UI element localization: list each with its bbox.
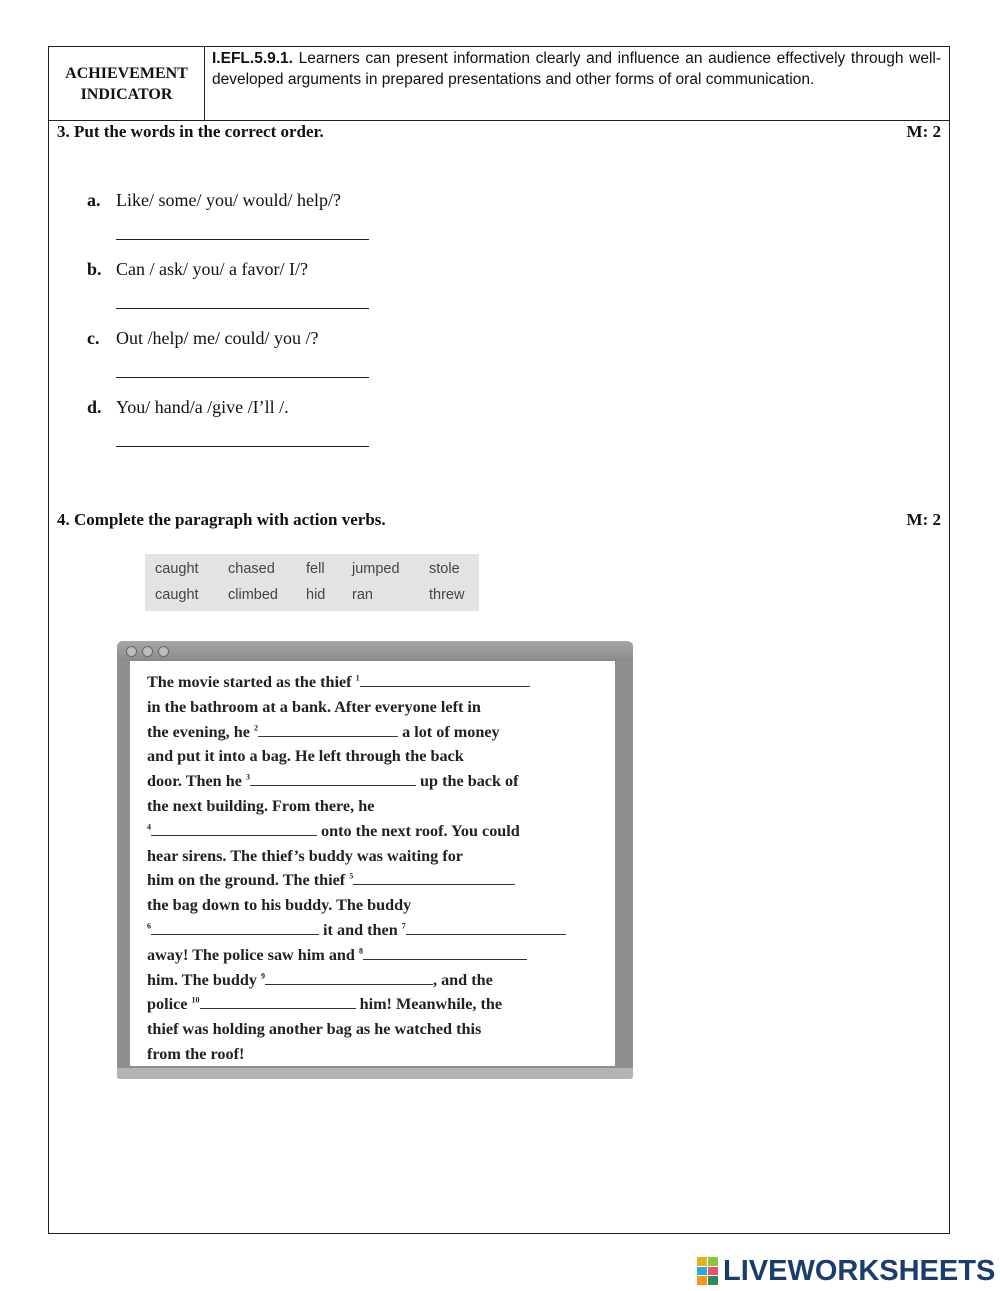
section-3-mark: M: 2 (906, 122, 941, 141)
indicator-code: I.EFL.5.9.1. (212, 50, 293, 67)
logo-cell (708, 1257, 718, 1266)
liveworksheets-logo[interactable] (697, 1255, 995, 1287)
word-bank-row-2 (145, 584, 479, 608)
window-zoom-icon (158, 646, 169, 657)
answer-line-d[interactable] (116, 446, 369, 447)
word-chip: chased (228, 561, 275, 577)
section-4-title: 4. Complete the paragraph with action verbs. M: 2 (57, 510, 941, 529)
blank-1[interactable] (360, 686, 530, 687)
logo-cell (708, 1276, 718, 1285)
window-close-icon (126, 646, 137, 657)
blank-3[interactable] (250, 785, 416, 786)
logo-grid-icon (697, 1257, 719, 1285)
word-chip: hid (306, 587, 326, 603)
window-minimize-icon (142, 646, 153, 657)
blank-9[interactable] (265, 984, 433, 985)
word-chip: stole (429, 561, 460, 577)
word-chip: threw (429, 587, 465, 603)
logo-text: LIVEWORKSHEETS (723, 1254, 996, 1287)
word-chip: caught (155, 561, 199, 577)
story-paragraph: The movie started as the thief $^1$ in the bathroom at a bank. After everyone left in the evening, he $^2$ a lot of money and put it into a bag. He left through the back door. Then he $^3$ up the back of the next building. From there, he $^4$ onto the next roof. You could hear sirens. The thief’s buddy was waiting for him on the ground. The thief $^5$ the bag down to his buddy. The buddy $^6$ it and then $^7$ away! The police saw him and $^8$ him. The buddy $^9$ , and the police $^{10}$ him! Meanwhile, the thief was holding another bag as he watched this from the roof! (147, 670, 607, 1067)
answer-line-b[interactable] (116, 308, 369, 309)
blank-6[interactable] (151, 934, 319, 935)
worksheet-frame: ACHIEVEMENT INDICATOR I.EFL.5.9.1. Learners can present information clearly and influence an audience effectively through well-developed arguments in prepared presentations and other forms of oral communication. 3. Put the words in the correct order. M: 2 a. Like/ some/ you/ would/ help/? b. Can / ask/ you/ a favor/ I/? c. Out /help/ me/ could/ you /? d. You/ hand/a /give /I’ll /. 4. Complete the paragraph with action verbs. M: 2 (48, 46, 950, 1234)
achievement-indicator-label: ACHIEVEMENT INDICATOR (49, 47, 205, 120)
achievement-indicator-row (49, 47, 949, 121)
achievement-indicator-text (212, 49, 941, 90)
blank-7[interactable] (406, 934, 566, 935)
blank-10[interactable] (200, 1008, 356, 1009)
word-chip: fell (306, 561, 325, 577)
answer-line-a[interactable] (116, 239, 369, 240)
word-chip: climbed (228, 587, 278, 603)
story-panel (130, 661, 615, 1066)
word-chip: jumped (352, 561, 400, 577)
logo-cell (708, 1267, 718, 1276)
logo-cell (697, 1267, 707, 1276)
indicator-description: Learners can present information clearly and influence an audience effectively through well-developed arguments in prepared presentations and other forms of oral communication. (212, 50, 941, 88)
blank-4[interactable] (151, 835, 317, 836)
word-chip: ran (352, 587, 373, 603)
story-window (117, 641, 633, 1079)
word-bank (145, 554, 479, 611)
logo-cell (697, 1276, 707, 1285)
answer-line-c[interactable] (116, 377, 369, 378)
word-chip: caught (155, 587, 199, 603)
blank-5[interactable] (353, 884, 515, 885)
blank-2[interactable] (258, 736, 398, 737)
section-3-title: 3. Put the words in the correct order. M: 2 (57, 122, 941, 141)
window-bottom-bar (117, 1068, 633, 1079)
logo-cell (697, 1257, 707, 1266)
blank-8[interactable] (363, 959, 527, 960)
word-bank-row-1 (145, 558, 479, 582)
window-title-bar (117, 641, 633, 661)
section-4-mark: M: 2 (906, 510, 941, 529)
